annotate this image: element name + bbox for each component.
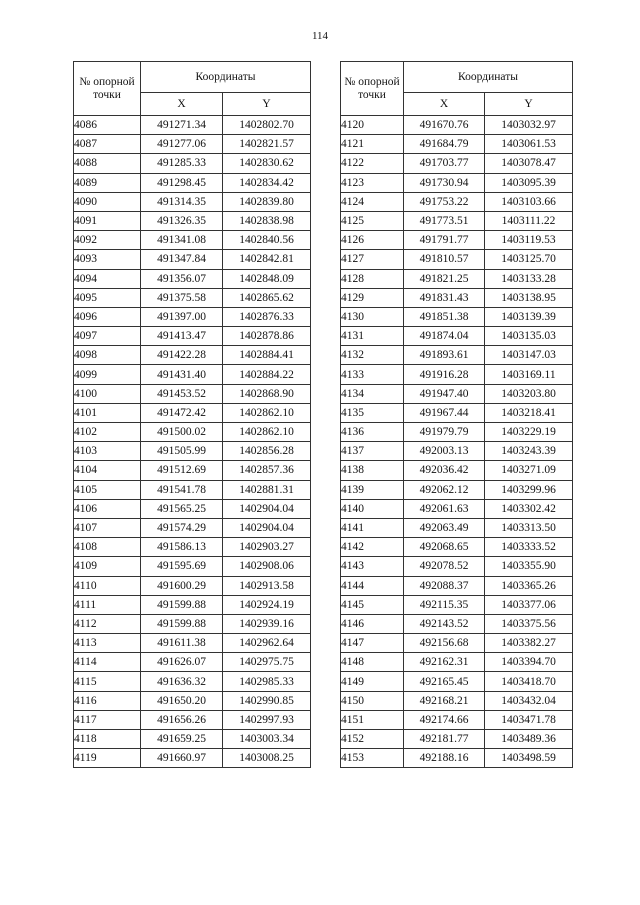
table-row [341, 327, 573, 346]
y-coordinate-cell: 1403333.52 [485, 538, 573, 557]
x-coordinate-cell: 491636.32 [141, 672, 223, 691]
point-number-cell: 4148 [341, 653, 404, 672]
x-coordinate-cell: 492188.16 [404, 749, 485, 768]
table-row [74, 173, 311, 192]
y-coordinate-cell: 1403135.03 [485, 327, 573, 346]
y-coordinate-cell: 1403125.70 [485, 250, 573, 269]
table-row [341, 154, 573, 173]
x-coordinate-cell: 491599.88 [141, 614, 223, 633]
x-coordinate-cell: 491271.34 [141, 116, 223, 135]
y-coordinate-cell: 1402990.85 [223, 691, 311, 710]
table-row [341, 538, 573, 557]
table-row [341, 307, 573, 326]
x-coordinate-cell: 492003.13 [404, 442, 485, 461]
table-row [74, 710, 311, 729]
point-number-cell: 4134 [341, 384, 404, 403]
y-coordinate-cell: 1403271.09 [485, 461, 573, 480]
table-row [341, 595, 573, 614]
point-number-cell: 4114 [74, 653, 141, 672]
point-number-cell: 4130 [341, 307, 404, 326]
y-header: Y [223, 93, 311, 116]
x-coordinate-cell: 492036.42 [404, 461, 485, 480]
y-coordinate-cell: 1403218.41 [485, 403, 573, 422]
table-row [74, 192, 311, 211]
point-number-cell: 4124 [341, 192, 404, 211]
y-coordinate-cell: 1402848.09 [223, 269, 311, 288]
point-number-header: № опорной точки [74, 62, 141, 116]
y-coordinate-cell: 1402939.16 [223, 614, 311, 633]
table-row [74, 461, 311, 480]
x-coordinate-cell: 491574.29 [141, 518, 223, 537]
y-coordinate-cell: 1403032.97 [485, 116, 573, 135]
x-coordinate-cell: 491611.38 [141, 634, 223, 653]
coordinates-header: Координаты [404, 62, 573, 93]
point-number-cell: 4095 [74, 288, 141, 307]
table-row [74, 211, 311, 230]
x-coordinate-cell: 491947.40 [404, 384, 485, 403]
x-coordinate-cell: 491684.79 [404, 135, 485, 154]
point-number-cell: 4101 [74, 403, 141, 422]
x-coordinate-cell: 491730.94 [404, 173, 485, 192]
x-coordinate-cell: 492078.52 [404, 557, 485, 576]
x-coordinate-cell: 492061.63 [404, 499, 485, 518]
table-row [341, 749, 573, 768]
x-coordinate-cell: 491505.99 [141, 442, 223, 461]
y-coordinate-cell: 1402878.86 [223, 327, 311, 346]
table-row [74, 595, 311, 614]
table-row [341, 211, 573, 230]
point-number-cell: 4123 [341, 173, 404, 192]
y-coordinate-cell: 1402884.41 [223, 346, 311, 365]
x-coordinate-cell: 491595.69 [141, 557, 223, 576]
table-row [74, 346, 311, 365]
y-coordinate-cell: 1402842.81 [223, 250, 311, 269]
table-row [74, 480, 311, 499]
x-coordinate-cell: 491397.00 [141, 307, 223, 326]
y-coordinate-cell: 1403095.39 [485, 173, 573, 192]
point-number-cell: 4088 [74, 154, 141, 173]
y-coordinate-cell: 1402975.75 [223, 653, 311, 672]
table-row [341, 461, 573, 480]
y-coordinate-cell: 1403147.03 [485, 346, 573, 365]
page-number: 114 [311, 30, 329, 42]
x-coordinate-cell: 491821.25 [404, 269, 485, 288]
table-row [74, 423, 311, 442]
table-row [74, 653, 311, 672]
table-row [74, 691, 311, 710]
table-row [341, 384, 573, 403]
point-number-cell: 4141 [341, 518, 404, 537]
table-row [74, 135, 311, 154]
point-number-cell: 4112 [74, 614, 141, 633]
table-row [74, 250, 311, 269]
point-number-cell: 4153 [341, 749, 404, 768]
table-row [341, 423, 573, 442]
point-number-cell: 4131 [341, 327, 404, 346]
table-row [74, 116, 311, 135]
table-row [341, 710, 573, 729]
x-coordinate-cell: 491659.25 [141, 730, 223, 749]
y-coordinate-cell: 1402884.22 [223, 365, 311, 384]
point-number-cell: 4125 [341, 211, 404, 230]
point-number-cell: 4106 [74, 499, 141, 518]
point-number-cell: 4102 [74, 423, 141, 442]
point-number-cell: 4120 [341, 116, 404, 135]
x-coordinate-cell: 491500.02 [141, 423, 223, 442]
table-row [74, 576, 311, 595]
point-number-cell: 4132 [341, 346, 404, 365]
y-coordinate-cell: 1403365.26 [485, 576, 573, 595]
y-coordinate-cell: 1402838.98 [223, 211, 311, 230]
point-number-cell: 4113 [74, 634, 141, 653]
y-coordinate-cell: 1403078.47 [485, 154, 573, 173]
x-coordinate-cell: 491285.33 [141, 154, 223, 173]
x-coordinate-cell: 491413.47 [141, 327, 223, 346]
x-coordinate-cell: 492174.66 [404, 710, 485, 729]
point-number-cell: 4138 [341, 461, 404, 480]
table-row [341, 365, 573, 384]
table-row [341, 691, 573, 710]
point-number-cell: 4136 [341, 423, 404, 442]
point-number-cell: 4097 [74, 327, 141, 346]
x-coordinate-cell: 492115.35 [404, 595, 485, 614]
x-header: X [404, 93, 485, 116]
point-number-cell: 4109 [74, 557, 141, 576]
y-coordinate-cell: 1402876.33 [223, 307, 311, 326]
x-coordinate-cell: 491831.43 [404, 288, 485, 307]
y-coordinate-cell: 1402821.57 [223, 135, 311, 154]
point-number-header: № опорной точки [341, 62, 404, 116]
y-coordinate-cell: 1402865.62 [223, 288, 311, 307]
x-coordinate-cell: 491298.45 [141, 173, 223, 192]
x-coordinate-cell: 492088.37 [404, 576, 485, 595]
x-coordinate-cell: 491453.52 [141, 384, 223, 403]
point-number-cell: 4117 [74, 710, 141, 729]
table-row [74, 499, 311, 518]
point-number-cell: 4121 [341, 135, 404, 154]
x-coordinate-cell: 491586.13 [141, 538, 223, 557]
point-number-cell: 4118 [74, 730, 141, 749]
y-coordinate-cell: 1403489.36 [485, 730, 573, 749]
y-coordinate-cell: 1402802.70 [223, 116, 311, 135]
point-number-cell: 4137 [341, 442, 404, 461]
table-row [341, 499, 573, 518]
y-coordinate-cell: 1402997.93 [223, 710, 311, 729]
y-coordinate-cell: 1403138.95 [485, 288, 573, 307]
y-coordinate-cell: 1403471.78 [485, 710, 573, 729]
table-row [74, 231, 311, 250]
x-coordinate-cell: 491791.77 [404, 231, 485, 250]
x-coordinate-cell: 491422.28 [141, 346, 223, 365]
point-number-cell: 4100 [74, 384, 141, 403]
point-number-cell: 4115 [74, 672, 141, 691]
x-coordinate-cell: 491472.42 [141, 403, 223, 422]
table-row [341, 518, 573, 537]
x-coordinate-cell: 491916.28 [404, 365, 485, 384]
x-coordinate-cell: 491670.76 [404, 116, 485, 135]
table-row [341, 442, 573, 461]
point-number-cell: 4128 [341, 269, 404, 288]
point-number-cell: 4087 [74, 135, 141, 154]
table-row [74, 154, 311, 173]
table-row [341, 480, 573, 499]
y-coordinate-cell: 1402913.58 [223, 576, 311, 595]
y-coordinate-cell: 1403008.25 [223, 749, 311, 768]
x-coordinate-cell: 491851.38 [404, 307, 485, 326]
y-coordinate-cell: 1403313.50 [485, 518, 573, 537]
x-coordinate-cell: 492168.21 [404, 691, 485, 710]
y-coordinate-cell: 1403382.27 [485, 634, 573, 653]
table-row [74, 518, 311, 537]
y-coordinate-cell: 1403003.34 [223, 730, 311, 749]
x-coordinate-cell: 492068.65 [404, 538, 485, 557]
y-coordinate-cell: 1402924.19 [223, 595, 311, 614]
point-number-cell: 4104 [74, 461, 141, 480]
table-row [74, 288, 311, 307]
table-row [341, 403, 573, 422]
y-coordinate-cell: 1402830.62 [223, 154, 311, 173]
table-row [74, 327, 311, 346]
y-coordinate-cell: 1402904.04 [223, 518, 311, 537]
table-row [341, 614, 573, 633]
table-row [341, 346, 573, 365]
point-number-cell: 4107 [74, 518, 141, 537]
y-coordinate-cell: 1402834.42 [223, 173, 311, 192]
point-number-cell: 4096 [74, 307, 141, 326]
y-coordinate-cell: 1402868.90 [223, 384, 311, 403]
point-number-cell: 4116 [74, 691, 141, 710]
point-number-cell: 4150 [341, 691, 404, 710]
y-coordinate-cell: 1403229.19 [485, 423, 573, 442]
table-row [74, 557, 311, 576]
table-row [74, 442, 311, 461]
point-number-cell: 4149 [341, 672, 404, 691]
x-coordinate-cell: 491512.69 [141, 461, 223, 480]
y-coordinate-cell: 1403133.28 [485, 269, 573, 288]
y-coordinate-cell: 1403243.39 [485, 442, 573, 461]
x-header: X [141, 93, 223, 116]
y-coordinate-cell: 1402862.10 [223, 403, 311, 422]
point-number-cell: 4144 [341, 576, 404, 595]
y-coordinate-cell: 1403498.59 [485, 749, 573, 768]
point-number-cell: 4133 [341, 365, 404, 384]
table-row [341, 557, 573, 576]
x-coordinate-cell: 491626.07 [141, 653, 223, 672]
x-coordinate-cell: 491541.78 [141, 480, 223, 499]
point-number-cell: 4147 [341, 634, 404, 653]
y-coordinate-cell: 1402857.36 [223, 461, 311, 480]
y-coordinate-cell: 1403103.66 [485, 192, 573, 211]
y-coordinate-cell: 1402903.27 [223, 538, 311, 557]
point-number-cell: 4091 [74, 211, 141, 230]
table-row [341, 173, 573, 192]
y-coordinate-cell: 1402985.33 [223, 672, 311, 691]
table-row [74, 614, 311, 633]
table-row [341, 231, 573, 250]
x-coordinate-cell: 492181.77 [404, 730, 485, 749]
table-row [74, 365, 311, 384]
table-row [74, 307, 311, 326]
table-row [74, 749, 311, 768]
x-coordinate-cell: 492063.49 [404, 518, 485, 537]
y-coordinate-cell: 1403302.42 [485, 499, 573, 518]
point-number-cell: 4108 [74, 538, 141, 557]
table-row [341, 116, 573, 135]
point-number-cell: 4127 [341, 250, 404, 269]
y-coordinate-cell: 1402839.80 [223, 192, 311, 211]
table-row [74, 403, 311, 422]
y-header: Y [485, 93, 573, 116]
point-number-cell: 4142 [341, 538, 404, 557]
x-coordinate-cell: 492156.68 [404, 634, 485, 653]
y-coordinate-cell: 1402962.64 [223, 634, 311, 653]
point-number-cell: 4105 [74, 480, 141, 499]
x-coordinate-cell: 491356.07 [141, 269, 223, 288]
table-row [341, 576, 573, 595]
y-coordinate-cell: 1403169.11 [485, 365, 573, 384]
point-number-cell: 4111 [74, 595, 141, 614]
y-coordinate-cell: 1402908.06 [223, 557, 311, 576]
y-coordinate-cell: 1403355.90 [485, 557, 573, 576]
point-number-cell: 4145 [341, 595, 404, 614]
x-coordinate-cell: 491967.44 [404, 403, 485, 422]
y-coordinate-cell: 1403432.04 [485, 691, 573, 710]
point-number-cell: 4151 [341, 710, 404, 729]
table-row [74, 538, 311, 557]
x-coordinate-cell: 491703.77 [404, 154, 485, 173]
x-coordinate-cell: 491600.29 [141, 576, 223, 595]
y-coordinate-cell: 1403394.70 [485, 653, 573, 672]
x-coordinate-cell: 491431.40 [141, 365, 223, 384]
x-coordinate-cell: 491979.79 [404, 423, 485, 442]
point-number-cell: 4139 [341, 480, 404, 499]
table-row [341, 269, 573, 288]
point-number-cell: 4110 [74, 576, 141, 595]
point-number-cell: 4126 [341, 231, 404, 250]
y-coordinate-cell: 1403299.96 [485, 480, 573, 499]
point-number-cell: 4098 [74, 346, 141, 365]
x-coordinate-cell: 491660.97 [141, 749, 223, 768]
point-number-cell: 4086 [74, 116, 141, 135]
x-coordinate-cell: 491810.57 [404, 250, 485, 269]
y-coordinate-cell: 1403111.22 [485, 211, 573, 230]
y-coordinate-cell: 1402856.28 [223, 442, 311, 461]
point-number-cell: 4140 [341, 499, 404, 518]
y-coordinate-cell: 1403418.70 [485, 672, 573, 691]
y-coordinate-cell: 1403377.06 [485, 595, 573, 614]
x-coordinate-cell: 491650.20 [141, 691, 223, 710]
point-number-cell: 4103 [74, 442, 141, 461]
y-coordinate-cell: 1403375.56 [485, 614, 573, 633]
x-coordinate-cell: 491277.06 [141, 135, 223, 154]
x-coordinate-cell: 491893.61 [404, 346, 485, 365]
x-coordinate-cell: 491341.08 [141, 231, 223, 250]
x-coordinate-cell: 492165.45 [404, 672, 485, 691]
x-coordinate-cell: 491599.88 [141, 595, 223, 614]
x-coordinate-cell: 491565.25 [141, 499, 223, 518]
y-coordinate-cell: 1402862.10 [223, 423, 311, 442]
y-coordinate-cell: 1403119.53 [485, 231, 573, 250]
table-row [341, 288, 573, 307]
point-number-cell: 4129 [341, 288, 404, 307]
y-coordinate-cell: 1402904.04 [223, 499, 311, 518]
coordinates-table-right [340, 61, 573, 768]
table-row [341, 192, 573, 211]
x-coordinate-cell: 492062.12 [404, 480, 485, 499]
table-row [74, 730, 311, 749]
point-number-cell: 4143 [341, 557, 404, 576]
table-row [74, 384, 311, 403]
x-coordinate-cell: 491773.51 [404, 211, 485, 230]
table-row [341, 250, 573, 269]
x-coordinate-cell: 491874.04 [404, 327, 485, 346]
point-number-cell: 4122 [341, 154, 404, 173]
point-number-cell: 4089 [74, 173, 141, 192]
coordinates-table-left [73, 61, 311, 768]
point-number-cell: 4092 [74, 231, 141, 250]
x-coordinate-cell: 491347.84 [141, 250, 223, 269]
point-number-cell: 4135 [341, 403, 404, 422]
x-coordinate-cell: 491656.26 [141, 710, 223, 729]
table-row [341, 653, 573, 672]
point-number-cell: 4152 [341, 730, 404, 749]
x-coordinate-cell: 491326.35 [141, 211, 223, 230]
table-row [74, 672, 311, 691]
y-coordinate-cell: 1402881.31 [223, 480, 311, 499]
table-row [341, 672, 573, 691]
x-coordinate-cell: 491753.22 [404, 192, 485, 211]
point-number-cell: 4090 [74, 192, 141, 211]
x-coordinate-cell: 492162.31 [404, 653, 485, 672]
table-row [341, 135, 573, 154]
point-number-cell: 4093 [74, 250, 141, 269]
point-number-cell: 4146 [341, 614, 404, 633]
table-row [74, 634, 311, 653]
table-row [74, 269, 311, 288]
y-coordinate-cell: 1403203.80 [485, 384, 573, 403]
table-row [341, 634, 573, 653]
x-coordinate-cell: 491375.58 [141, 288, 223, 307]
point-number-cell: 4094 [74, 269, 141, 288]
point-number-cell: 4119 [74, 749, 141, 768]
x-coordinate-cell: 491314.35 [141, 192, 223, 211]
point-number-cell: 4099 [74, 365, 141, 384]
y-coordinate-cell: 1403061.53 [485, 135, 573, 154]
table-row [341, 730, 573, 749]
x-coordinate-cell: 492143.52 [404, 614, 485, 633]
coordinates-header: Координаты [141, 62, 311, 93]
y-coordinate-cell: 1402840.56 [223, 231, 311, 250]
y-coordinate-cell: 1403139.39 [485, 307, 573, 326]
